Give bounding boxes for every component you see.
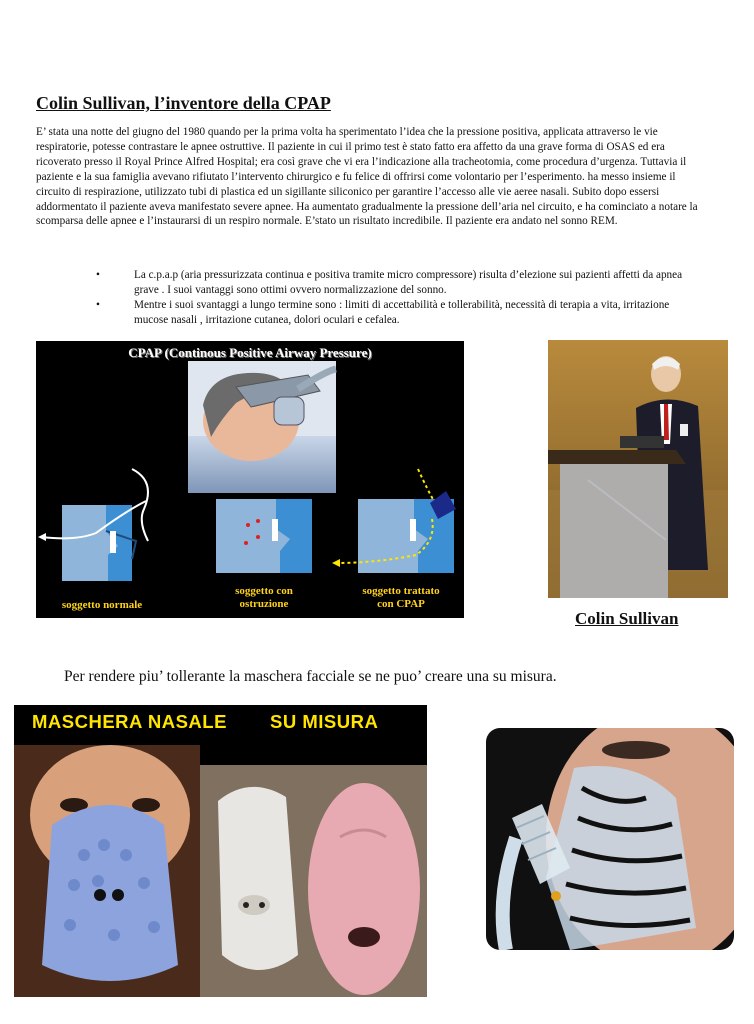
face-with-mold-photo: [14, 745, 200, 997]
intro-paragraph: E’ stata una notte del giugno del 1980 quando per la prima volta ha sperimentato l’idea che la pressione positiva, applicata attraverso le vie respiratorie, potesse contrastare le apnee ostruttive. Il paziente in cui il primo test è stato fatto era affetto da una grave forma di OSAS ed era ricoverato presso il Royal Prince Alfred Hospital; era così grave che vi era l’indicazione alla tracheotomia, come procedura d’urgenza. Tuttavia il paziente e la sua famiglia avevano rifiutato l’intervento chirurgico e fu felice di offrirsi come volontario per l’esperimento. ha messo insieme il circuito di respirazione, utilizzato tubi di plastica ed un sigillante siliconico per garantire l’accesso alle vie aeree nasali. Subito dopo essersi addormentato il paziente aveva manifestato severe apnee. Ha aumentato gradualmente la pressione dell’aria nel circuito, e ha cominciato a notare la scomparsa delle apnee e l’instaurarsi di un respiro normale. E’stato un risultato incredibile. Il paziente era andato nel sonno REM.: [36, 126, 698, 228]
bullet-disadvantages: • Mentre i suoi svantaggi a lungo termine sono : limiti di accettabilità e tollerabilità, necessità di terapia a vita, irritazione mucose nasali , irritazione cutanea, dolori oculari e cefalea.: [96, 298, 706, 328]
caption-treated-line2: con CPAP: [377, 598, 425, 610]
cpap-diagram: [36, 341, 464, 618]
colin-sullivan-photo: [548, 340, 728, 598]
page-title: Colin Sullivan, l’inventore della CPAP: [36, 93, 331, 113]
mask-title-left: MASCHERA NASALE: [32, 711, 227, 732]
airway-panel-normal: [38, 469, 148, 581]
sleeping-patient-illustration: [188, 361, 336, 493]
bullet-list: [96, 268, 706, 328]
pink-mold-photo: [308, 783, 420, 995]
airway-panel-obstruction: [216, 499, 312, 573]
custom-nasal-mask-panel: [14, 705, 427, 997]
zebra-mask-photo: [486, 728, 734, 950]
caption-obstruction-line2: ostruzione: [239, 598, 289, 610]
cpap-diagram-title: CPAP (Continous Positive Airway Pressure): [128, 345, 372, 360]
caption-obstruction-line1: soggetto con: [235, 585, 293, 597]
airway-panel-cpap: [332, 469, 456, 573]
caption-treated-line1: soggetto trattato: [362, 585, 440, 597]
custom-mask-note: Per rendere piu’ tollerante la maschera facciale se ne puo’ creare una su misura.: [64, 668, 557, 685]
photo-caption: Colin Sullivan: [575, 609, 679, 628]
mask-title-right: SU MISURA: [270, 711, 379, 732]
cpap-diagram-art: [36, 341, 464, 618]
bullet-advantages: • La c.p.a.p (aria pressurizzata continua e positiva tramite micro compressore) risulta d’elezione sui pazienti affetti da apnea grave . I suoi vantaggi sono ottimi ovvero normalizzazione del sonno.: [96, 268, 706, 298]
caption-normal: soggetto normale: [61, 599, 143, 611]
